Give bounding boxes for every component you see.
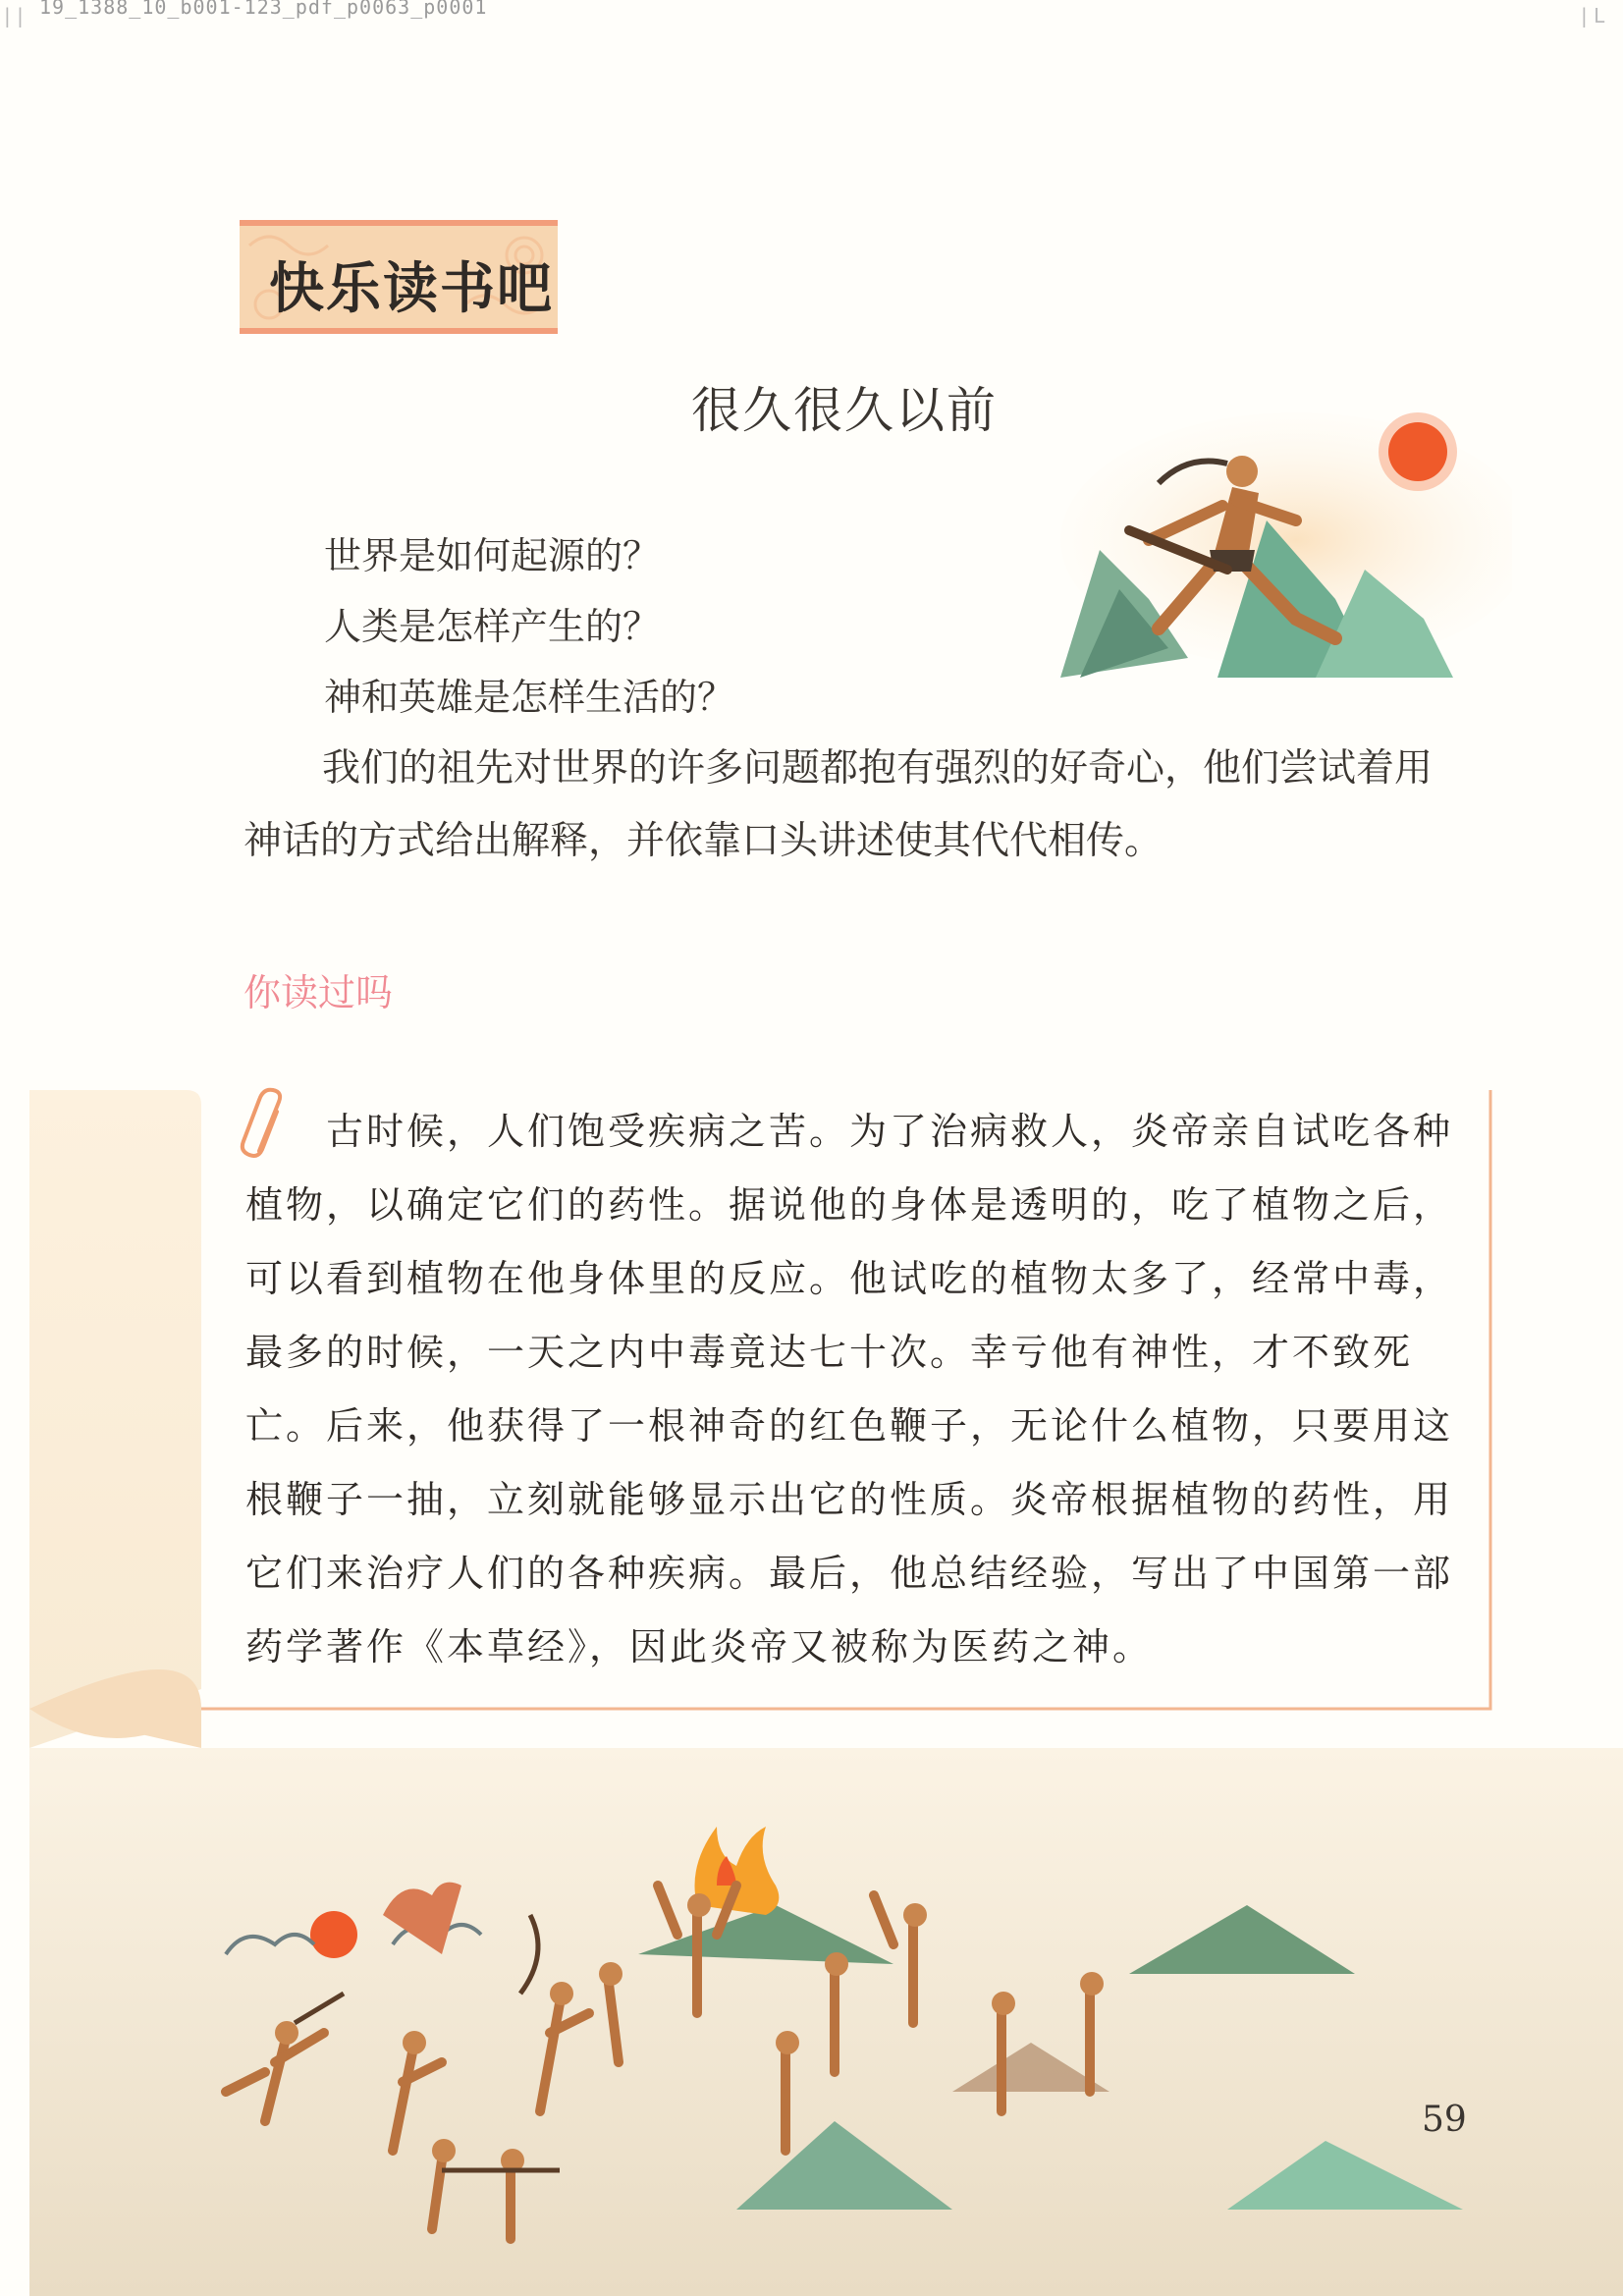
banner-title: 快乐读书吧 [269, 256, 554, 321]
running-figure-illustration [1041, 403, 1512, 687]
reading-text: 古时候，人们饱受疾病之苦。为了治病救人，炎帝亲自试吃各种植物，以确定它们的药性。据说他的身体是透明的，吃了植物之后，可以看到植物在他身体里的反应。他试吃的植物太多了，经常中毒，最多的时候，一天之内中毒竟达七十次。幸亏他有神性，才不致死亡。后来，他获得了一根神奇的红色鞭子，无论什么植物，只要用这根鞭子一抽，立刻就能够显示出它的性质。炎帝根据植物的药性，用它们来治疗人们的各种疾病。最后，他总结经验，写出了中国第一部药学著作《本草经》，因此炎帝又被称为医药之神。 [245, 1110, 1454, 1668]
question-1: 世界是如何起源的？ [324, 534, 661, 577]
intro-paragraph: 我们的祖先对世界的许多问题都抱有强烈的好奇心，他们尝试着用神话的方式给出解释，并依靠口头讲述使其代代相传。 [243, 746, 1434, 863]
page-number: 59 [1422, 2100, 1467, 2140]
sun-illustration [1379, 412, 1457, 491]
section-label: 你读过吗 [243, 971, 394, 1014]
right-edge-marks: | L [1581, 4, 1605, 27]
left-edge-marks: | | [4, 4, 24, 27]
primitive-life-illustration [147, 1797, 1542, 2288]
question-2: 人类是怎样产生的？ [324, 605, 661, 648]
question-3: 神和英雄是怎样生活的？ [324, 676, 735, 719]
story-title: 很久很久以前 [691, 382, 998, 439]
section-banner [240, 220, 558, 334]
file-header-label: 19_1388_10_b001-123_pdf_p0063_p0001 [39, 0, 488, 19]
